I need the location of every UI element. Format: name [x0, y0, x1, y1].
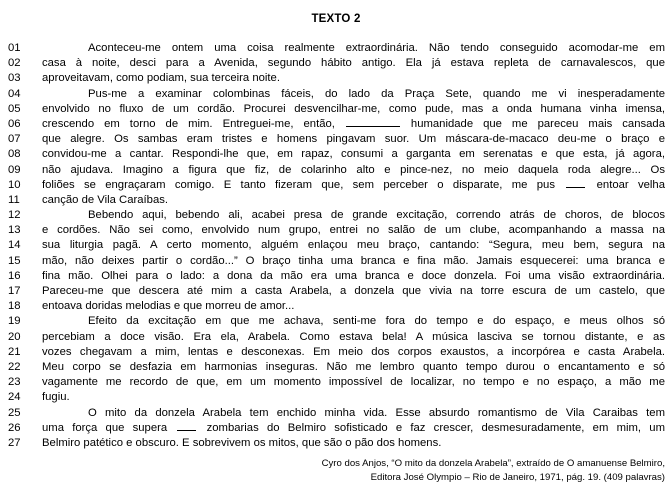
text-run: uma força que supera: [42, 421, 176, 434]
text-line-row: [0, 436, 672, 451]
line-number: 01: [8, 42, 21, 54]
line-text: [42, 284, 665, 299]
line-text: [42, 314, 665, 329]
attribution-line: Editora José Olympio – Rio de Janeiro, 1971, pág. 19. (409 palavras): [370, 471, 665, 483]
text-run: sua liturgia pagã. A certo momento, alguém enlaçou meu braço, cantando: “Segura, meu bem, segura na: [42, 239, 665, 252]
text-line-row: [0, 421, 672, 436]
line-text: [42, 299, 665, 314]
line-number: 26: [8, 421, 21, 434]
fill-in-blank: [177, 421, 196, 431]
line-text: [42, 254, 665, 269]
text-line-row: [0, 117, 672, 132]
line-number: 22: [8, 360, 21, 373]
text-run: zombarias do Belmiro sofisticado e faz crescer, desmesuradamente, em mim, um: [198, 421, 665, 434]
line-text: [42, 223, 665, 238]
line-text: [42, 238, 665, 253]
text-run: Pus-me a examinar colombinas fáceis, do lado da Praça Sete, quando me vi inesperadamente: [88, 87, 665, 100]
text-line-row: [0, 71, 672, 86]
text-run: envolvido no fluxo de um cordão. Procurei desvencilhar-me, como pude, mas a onda humana vinha imensa,: [42, 102, 665, 115]
text-line-row: [0, 330, 672, 345]
text-run: crescendo em torno de mim. Entreguei-me, então,: [42, 117, 345, 130]
text-line-row: [0, 132, 672, 147]
line-text: [42, 360, 665, 375]
text-line-row: [0, 87, 672, 102]
text-line-row: [0, 345, 672, 360]
line-text: [42, 41, 665, 56]
text-line-row: [0, 193, 672, 208]
text-run: entoar velha: [587, 178, 665, 191]
line-text: [42, 117, 665, 132]
text-run: Efeito da excitação em que me achava, senti-me fora do tempo e do espaço, e meus olhos só: [88, 315, 665, 328]
line-number: 11: [8, 193, 20, 206]
text-line-row: [0, 360, 672, 375]
text-line-row: [0, 163, 672, 178]
line-number: 17: [8, 285, 21, 297]
line-number: 16: [8, 269, 21, 282]
text-run: Pareceu-me que descera até mim a casta Arabela, a donzela que vivia na torre escura de um castelo, que: [42, 285, 665, 297]
line-text: [42, 390, 665, 405]
text-line-row: [0, 284, 672, 299]
line-number: 05: [8, 102, 21, 115]
line-text: [42, 375, 665, 390]
text-line-row: [0, 299, 672, 314]
line-number: 08: [8, 148, 21, 161]
text-line-row: [0, 208, 672, 223]
line-text: [42, 102, 665, 117]
text-run: Bebendo aqui, bebendo ali, acabei presa de grande excitação, correndo atrás de choros, de blocos: [88, 209, 665, 222]
line-text: [42, 345, 665, 360]
line-text: [42, 56, 665, 71]
line-number: 03: [8, 72, 21, 85]
line-text: [42, 330, 665, 345]
text-run: vagamente me recordo de que, em um momento impossível de localizar, no tempo e no espaço, a mão me: [42, 376, 665, 389]
line-text: [42, 269, 665, 284]
source-attribution: [0, 457, 672, 484]
line-text: [42, 421, 665, 436]
attribution-line: Cyro dos Anjos, “O mito da donzela Arabela”, extraído de O amanuense Belmiro,: [321, 458, 665, 469]
text-run: percebiam a doce visão. Era ela, Arabela. Como estava bela! A música lasciva se tornou distante, e as: [42, 330, 665, 343]
text-line-row: [0, 41, 672, 56]
text-line-row: [0, 406, 672, 421]
text-run: vozes chegavam a mim, lentas e desconexas. Em meio dos corpos exaustos, a incorpórea e casta Arabela.: [42, 345, 665, 358]
line-number: 02: [8, 57, 21, 70]
numbered-text-body: [0, 41, 672, 451]
text-run: casa à noite, desci para a Avenida, segundo hábito antigo. Ela já estava repleta de carnavalescos, que: [42, 57, 665, 70]
line-text: [42, 436, 665, 451]
line-text: [42, 87, 665, 102]
line-number: 14: [8, 239, 21, 252]
text-line-row: [0, 254, 672, 269]
text-line-row: [0, 223, 672, 238]
text-line-row: [0, 147, 672, 162]
line-number: 12: [8, 209, 21, 222]
text-line-row: [0, 56, 672, 71]
text-run: e cordões. Não sei como, envolvido num grupo, entrei no salão de um clube, acompanhando a massa na: [42, 224, 665, 237]
line-number: 04: [8, 87, 21, 100]
line-text: [42, 132, 665, 147]
text-run: aproveitavam, como podiam, sua terceira noite.: [42, 72, 280, 85]
line-number: 15: [8, 254, 21, 267]
line-text: [42, 71, 665, 86]
text-run: entoava doridas melodias e que morreu de amor...: [42, 300, 295, 313]
fill-in-blank: [346, 117, 400, 127]
line-number: 27: [8, 436, 21, 449]
text-line-row: [0, 314, 672, 329]
text-line-row: [0, 390, 672, 405]
text-line-row: [0, 102, 672, 117]
text-line-row: [0, 375, 672, 390]
text-run: Meu corpo se desfazia em harmonias inseguras. Não me lembro quanto tempo durou o encantamento e só: [42, 360, 665, 373]
text-line-row: [0, 178, 672, 193]
line-number: 23: [8, 376, 21, 389]
line-text: [42, 163, 665, 178]
text-run: fugiu.: [42, 391, 70, 404]
text-line-row: [0, 238, 672, 253]
line-number: 07: [8, 133, 21, 146]
text-run: canção de Vila Caraíbas.: [42, 193, 169, 206]
line-number: 10: [8, 178, 21, 191]
text-run: foliões se engraçaram comigo. E tanto fizeram que, sem perceber o disparate, me pus: [42, 178, 565, 191]
line-text: [42, 147, 665, 162]
line-text: [42, 208, 665, 223]
text-run: Belmiro patético e obscuro. E sobrevivem os mitos, que são o pão dos homens.: [42, 436, 442, 449]
text-run: que alegre. Os sambas eram tristes e homens pingavam suor. Um máscara-de-macaco deu-me o braço e: [42, 133, 665, 146]
text-run: Aconteceu-me ontem uma coisa realmente extraordinária. Não tendo conseguido acomodar-me em: [88, 42, 665, 54]
text-run: mão, não deixes partir o cordão...” O braço tinha uma branca e fina mão. Jamais esquecerei: uma branca e: [42, 254, 665, 267]
line-number: 13: [8, 224, 21, 237]
text-run: O mito da donzela Arabela tem enchido minha vida. Esse absurdo romantismo de Vila Caraibas tem: [88, 406, 665, 419]
page-title: TEXTO 2: [311, 13, 361, 25]
line-text: [42, 178, 665, 193]
line-number: 19: [8, 315, 21, 328]
text-run: não ajudava. Imagino a figura que fiz, de colarinho alto e pince-nez, no meio daquela roda alegre... Os: [42, 163, 665, 176]
line-number: 09: [8, 163, 21, 176]
line-number: 06: [8, 117, 21, 130]
line-text: [42, 193, 665, 208]
line-text: [42, 406, 665, 421]
line-number: 20: [8, 330, 21, 343]
text-run: fina mão. Olhei para o lado: a dona da mão era uma branca e doce donzela. Foi uma visão extraordinária.: [42, 269, 665, 282]
line-number: 18: [8, 300, 21, 313]
text-run: convidou-me a cantar. Respondi-lhe que, em rapaz, consumi a garganta em serenatas e que esta, já agora,: [42, 148, 665, 161]
line-number: 21: [8, 345, 21, 358]
line-number: 25: [8, 406, 21, 419]
text-run: humanidade que me pareceu mais cansada: [400, 117, 665, 130]
line-number: 24: [8, 391, 21, 404]
fill-in-blank: [566, 178, 585, 188]
text-line-row: [0, 269, 672, 284]
